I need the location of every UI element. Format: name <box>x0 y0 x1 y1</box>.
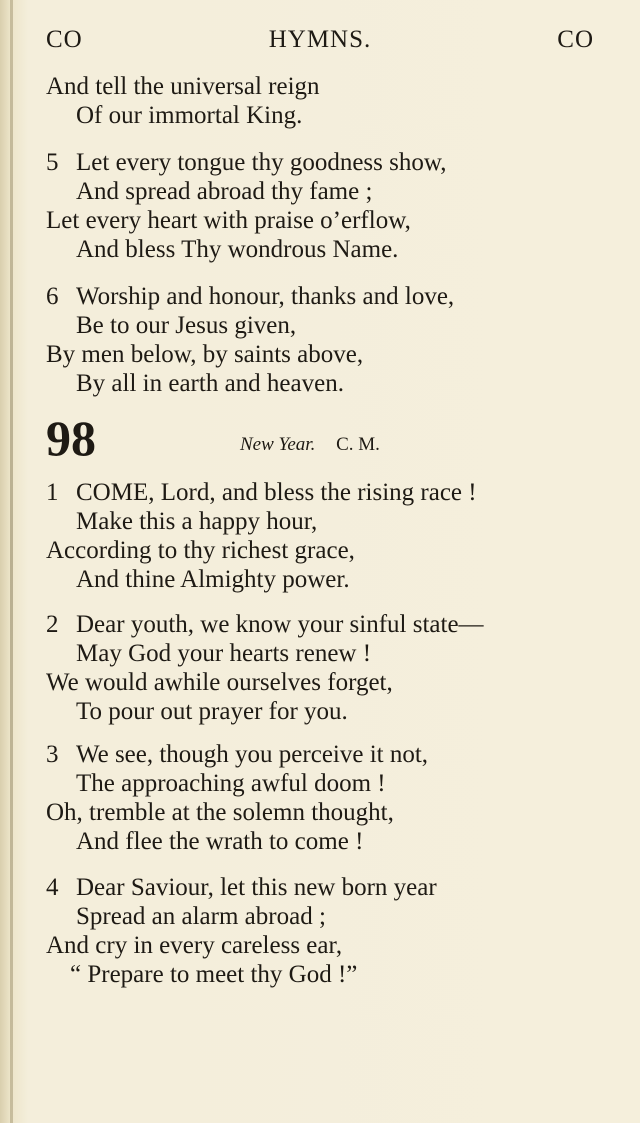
verse-line: “ Prepare to meet thy God !” <box>70 961 358 988</box>
verse-line: Dear Saviour, let this new born year <box>76 874 437 901</box>
verse-number: 4 <box>46 874 59 901</box>
verse-line: By all in earth and heaven. <box>76 370 344 397</box>
verse-line: Oh, tremble at the solemn thought, <box>46 799 394 826</box>
verse-line: We would awhile ourselves forget, <box>46 669 393 696</box>
verse-line: COME, Lord, and bless the rising race ! <box>76 479 477 506</box>
verse-number: 3 <box>46 741 59 768</box>
verse-line: Make this a happy hour, <box>76 508 318 535</box>
verse-1-first-line <box>46 478 477 507</box>
verse-number: 5 <box>46 149 59 176</box>
verse-line: Spread an alarm abroad ; <box>76 903 326 930</box>
book-gutter <box>10 0 13 1123</box>
verse-line: According to thy richest grace, <box>46 537 355 564</box>
verse-line: The approaching awful doom ! <box>76 770 386 797</box>
verse-line: Of our immortal King. <box>76 102 303 129</box>
verse-2-first-line <box>46 610 484 639</box>
verse-line: Worship and honour, thanks and love, <box>76 283 455 310</box>
verse-line: And bless Thy wondrous Name. <box>76 236 399 263</box>
verse-number: 1 <box>46 479 59 506</box>
hymn-title: New Year. <box>240 434 316 455</box>
verse-line: By men below, by saints above, <box>46 341 364 368</box>
verse-number: 2 <box>46 611 59 638</box>
verse-4-first-line <box>46 873 437 902</box>
hymn-heading <box>240 434 380 456</box>
verse-line: Let every heart with praise o’erflow, <box>46 207 411 234</box>
verse-6-first-line <box>46 282 454 311</box>
verse-line: To pour out prayer for you. <box>76 698 348 725</box>
verse-line: And cry in every careless ear, <box>46 932 343 959</box>
verse-5-first-line <box>46 148 447 177</box>
hymn-meter: C. M. <box>336 434 380 455</box>
verse-line: And thine Almighty power. <box>76 566 350 593</box>
verse-line: Let every tongue thy goodness show, <box>76 149 447 176</box>
header-left: CO <box>46 26 83 53</box>
verse-number: 6 <box>46 283 59 310</box>
verse-3-first-line <box>46 740 428 769</box>
verse-line: May God your hearts renew ! <box>76 640 372 667</box>
header-title: HYMNS. <box>268 26 372 53</box>
hymn-number: 98 <box>46 410 96 466</box>
verse-line: Be to our Jesus given, <box>76 312 297 339</box>
header-right: CO <box>557 26 594 53</box>
verse-line: And flee the wrath to come ! <box>76 828 364 855</box>
verse-line: And spread abroad thy fame ; <box>76 178 373 205</box>
verse-line: We see, though you perceive it not, <box>76 741 429 768</box>
verse-line: Dear youth, we know your sinful state— <box>76 611 484 638</box>
verse-line: And tell the universal reign <box>46 73 320 100</box>
